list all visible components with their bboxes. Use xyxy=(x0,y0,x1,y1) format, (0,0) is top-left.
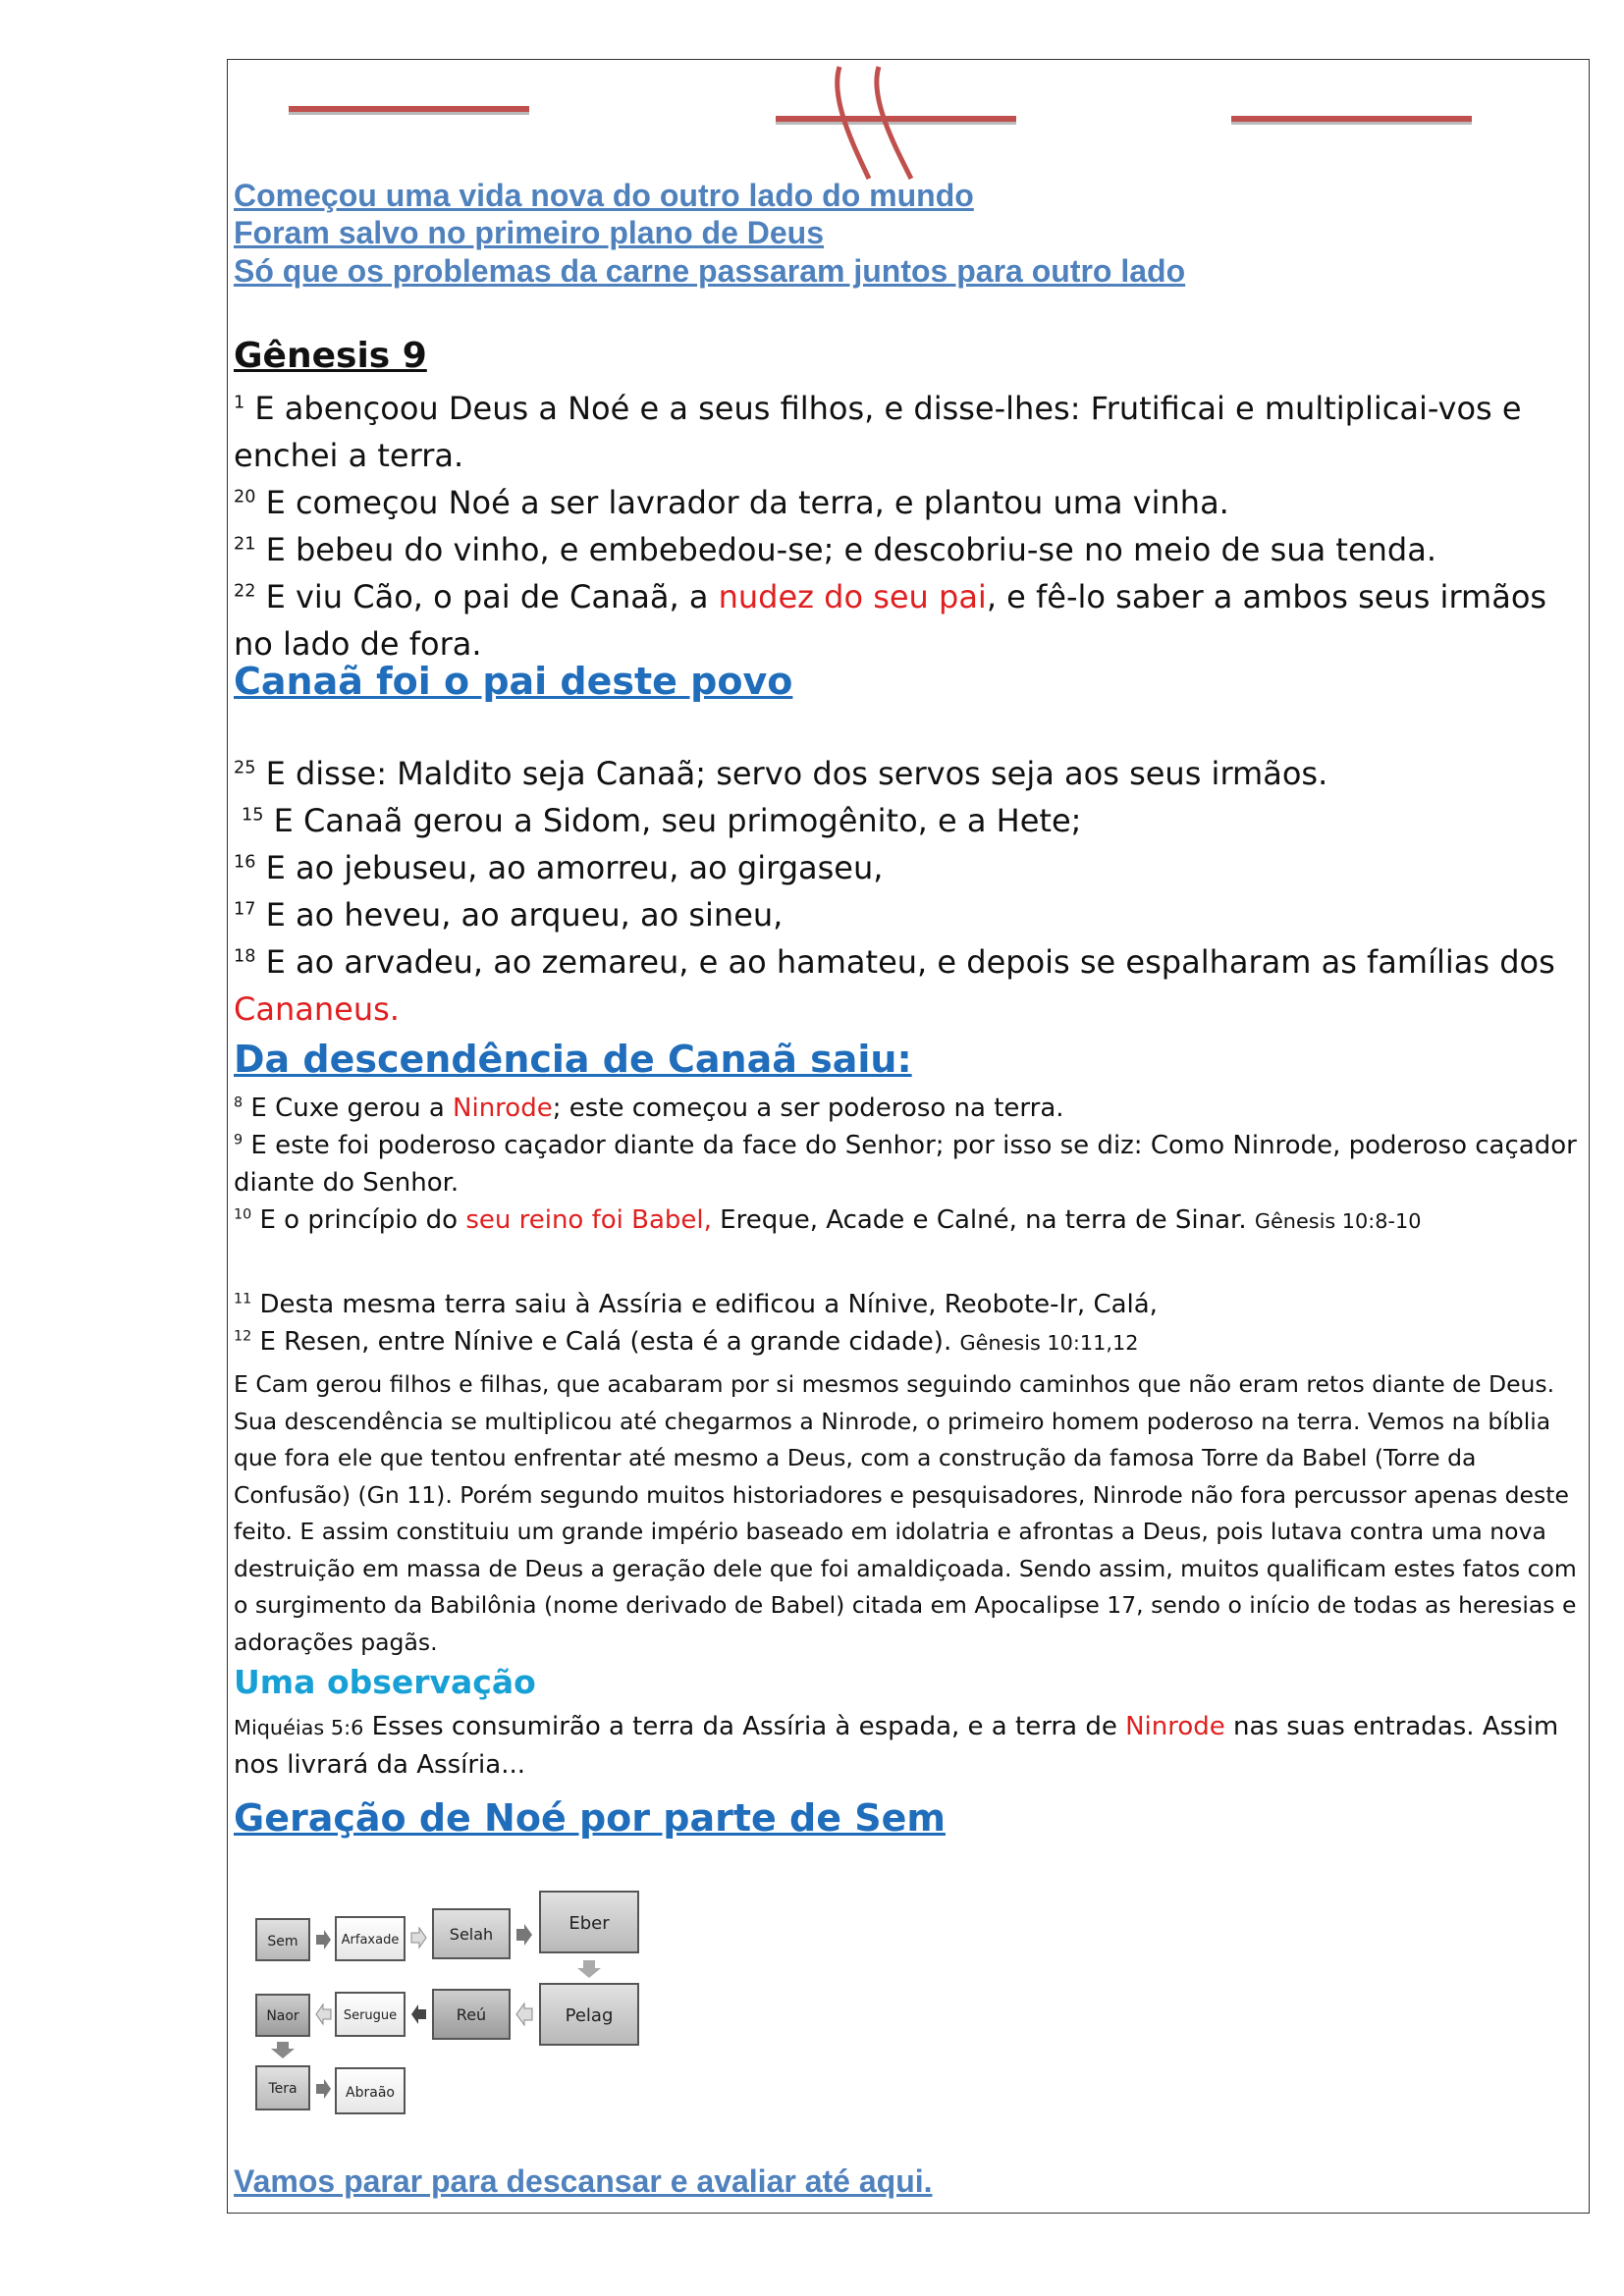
verse-text: , e fê-lo saber a ambos seus irmãos no lado de fora. xyxy=(234,578,1547,663)
highlight-text: seu reino foi Babel, xyxy=(465,1205,712,1235)
verse-gen10-10 xyxy=(234,1201,1579,1240)
verse-reference: Gênesis 10:11,12 xyxy=(959,1331,1139,1355)
node-serugue xyxy=(336,1993,405,2036)
node-label: Naor xyxy=(266,2008,299,2024)
verse-number: 17 xyxy=(234,899,256,920)
arrow-right-icon xyxy=(516,1924,532,1946)
arrow-down-icon xyxy=(271,2042,295,2058)
verse-text: E Resen, entre Nínive e Calá (esta é a grande cidade). xyxy=(251,1327,960,1357)
header-decoration xyxy=(0,0,1624,196)
verse-reference: Miquéias 5:6 xyxy=(234,1716,364,1739)
verse-text: E Cuxe gerou a xyxy=(243,1094,454,1123)
verse-gen10-9 xyxy=(234,1127,1579,1201)
verse-reference: Gênesis 10:8-10 xyxy=(1254,1209,1422,1233)
section-heading-geracao: Geração de Noé por parte de Sem xyxy=(234,1796,946,1840)
verse-number: 22 xyxy=(234,581,256,602)
verse-text: E abençoou Deus a Noé e a seus filhos, e disse-lhes: Frutificai e multiplicai-vos e enchei a terra. xyxy=(234,390,1522,474)
verse-text: E bebeu do vinho, e embebedou-se; e descobriu-se no meio de sua tenda. xyxy=(255,531,1436,568)
verse-gen10-15 xyxy=(242,797,1577,844)
node-label: Arfaxade xyxy=(341,1933,400,1948)
verse-gen10-16 xyxy=(234,844,1569,891)
verse-number: 12 xyxy=(234,1328,252,1345)
node-abraao xyxy=(336,2068,405,2113)
verse-text: Ereque, Acade e Calné, na terra de Sinar. xyxy=(711,1205,1255,1235)
footer-link[interactable]: Vamos parar para descansar e avaliar até aqui. xyxy=(234,2163,933,2199)
highlight-text: Ninrode xyxy=(1125,1712,1225,1741)
verse-text: E ao heveu, ao arqueu, ao sineu, xyxy=(255,896,784,934)
node-label: Eber xyxy=(568,1913,610,1934)
node-label: Tera xyxy=(268,2081,298,2097)
verse-text: E começou Noé a ser lavrador da terra, e plantou uma vinha. xyxy=(255,484,1229,521)
verse-number: 11 xyxy=(234,1291,252,1308)
highlight-text: Cananeus. xyxy=(234,990,400,1028)
verse-gen9-25 xyxy=(234,750,1569,797)
node-label: Selah xyxy=(449,1925,494,1944)
intro-line-1[interactable]: Começou uma vida nova do outro lado do mundo xyxy=(234,178,974,213)
verse-text: E este foi poderoso caçador diante da face do Senhor; por isso se diz: Como Ninrode, poderoso caçador diante do Senhor. xyxy=(234,1131,1577,1198)
node-label: Sem xyxy=(267,1934,298,1949)
verse-number: 15 xyxy=(242,805,264,826)
highlight-text: Ninrode xyxy=(453,1094,553,1123)
arrow-left-icon xyxy=(516,2003,532,2025)
arrow-down-icon xyxy=(577,1960,601,1978)
section-heading-observacao: Uma observação xyxy=(234,1663,536,1701)
verse-text: E viu Cão, o pai de Canaã, a xyxy=(255,578,719,615)
node-tera xyxy=(256,2066,309,2109)
node-eber xyxy=(540,1892,638,1952)
verse-text: Esses consumirão a terra da Assíria à espada, e a terra de xyxy=(363,1712,1126,1741)
verse-gen10-8 xyxy=(234,1090,1579,1127)
verse-number: 21 xyxy=(234,534,256,555)
section-heading-genesis-9: Gênesis 9 xyxy=(234,336,427,376)
verse-gen9-21 xyxy=(234,526,1569,573)
verse-gen9-22 xyxy=(234,573,1569,667)
node-arfaxade xyxy=(336,1917,405,1960)
highlight-text: nudez do seu pai xyxy=(718,578,987,615)
arrow-right-icon xyxy=(316,1930,331,1949)
verse-number: 9 xyxy=(234,1132,244,1148)
verse-number: 10 xyxy=(234,1206,252,1223)
arrow-right-icon xyxy=(411,1928,426,1948)
node-label: Pelag xyxy=(565,2005,614,2026)
verse-gen9-1 xyxy=(234,385,1569,479)
verse-number: 8 xyxy=(234,1095,244,1111)
node-naor xyxy=(256,1995,309,2036)
intro-line-3[interactable]: Só que os problemas da carne passaram juntos para outro lado xyxy=(234,253,1186,289)
verse-text: E Canaã gerou a Sidom, seu primogênito, e a Hete; xyxy=(263,802,1082,839)
node-label: Serugue xyxy=(343,2008,398,2023)
verse-number: 25 xyxy=(234,758,256,778)
verse-text: Desta mesma terra saiu à Assíria e edificou a Nínive, Reobote-Ir, Calá, xyxy=(251,1290,1158,1319)
verse-number: 20 xyxy=(234,487,256,507)
verse-text: nas suas entradas. Assim nos livrará da Assíria... xyxy=(234,1712,1559,1780)
genealogy-flow-diagram xyxy=(251,1890,713,2155)
verse-gen10-12 xyxy=(234,1323,1579,1362)
node-pelag xyxy=(540,1984,638,2045)
verse-gen10-18 xyxy=(234,938,1569,1033)
section-heading-descendencia: Da descendência de Canaã saiu: xyxy=(234,1038,912,1081)
commentary-paragraph: E Cam gerou filhos e filhas, que acabaram por si mesmos seguindo caminhos que não eram retos diante de Deus. Sua descendência se multiplicou até chegarmos a Ninrode, o primeiro homem poderoso na terra. Vemos na bíblia que fora ele que tentou enfrentar até mesmo a Deus, com a construção da famosa Torre da Babel (Torre da Confusão) (Gn 11). Porém segundo muitos historiadores e pesquisadores, Ninrode não fora percussor apenas deste feito. E assim constituiu um grande império baseado em idolatria e afrontas a Deus, pois lutava contra uma nova destruição em massa de Deus a geração dele que foi amaldiçoada. Sendo assim, muitos qualificam estes fatos com o surgimento da Babilônia (nome derivado de Babel) citada em Apocalipse 17, sendo o início de todas as heresias e adorações pagãs. xyxy=(234,1370,1577,1656)
arrow-right-icon xyxy=(316,2079,331,2099)
node-reu xyxy=(433,1990,510,2039)
section-heading-canaa: Canaã foi o pai deste povo xyxy=(234,660,793,703)
node-label: Reú xyxy=(456,2005,487,2024)
verse-text: ; este começou a ser poderoso na terra. xyxy=(552,1094,1064,1123)
verse-text: E ao jebuseu, ao amorreu, ao girgaseu, xyxy=(255,849,884,886)
arrow-left-icon xyxy=(411,2004,426,2024)
verse-gen10-11 xyxy=(234,1286,1579,1323)
verse-number: 16 xyxy=(234,852,256,873)
node-selah xyxy=(433,1909,510,1958)
intro-line-2[interactable]: Foram salvo no primeiro plano de Deus xyxy=(234,215,825,250)
verse-text: E o princípio do xyxy=(251,1205,466,1235)
verse-gen10-17 xyxy=(234,891,1569,938)
verse-number: 18 xyxy=(234,946,256,967)
verse-text: E disse: Maldito seja Canaã; servo dos servos seja aos seus irmãos. xyxy=(255,755,1328,792)
verse-text: E ao arvadeu, ao zemareu, e ao hamateu, e depois se espalharam as famílias dos xyxy=(255,943,1555,981)
observation-text xyxy=(234,1708,1589,1784)
arrow-left-icon xyxy=(316,2004,331,2024)
node-sem xyxy=(256,1919,309,1960)
node-label: Abraão xyxy=(346,2085,395,2101)
verse-gen9-20 xyxy=(234,479,1569,526)
verse-number: 1 xyxy=(234,393,245,413)
